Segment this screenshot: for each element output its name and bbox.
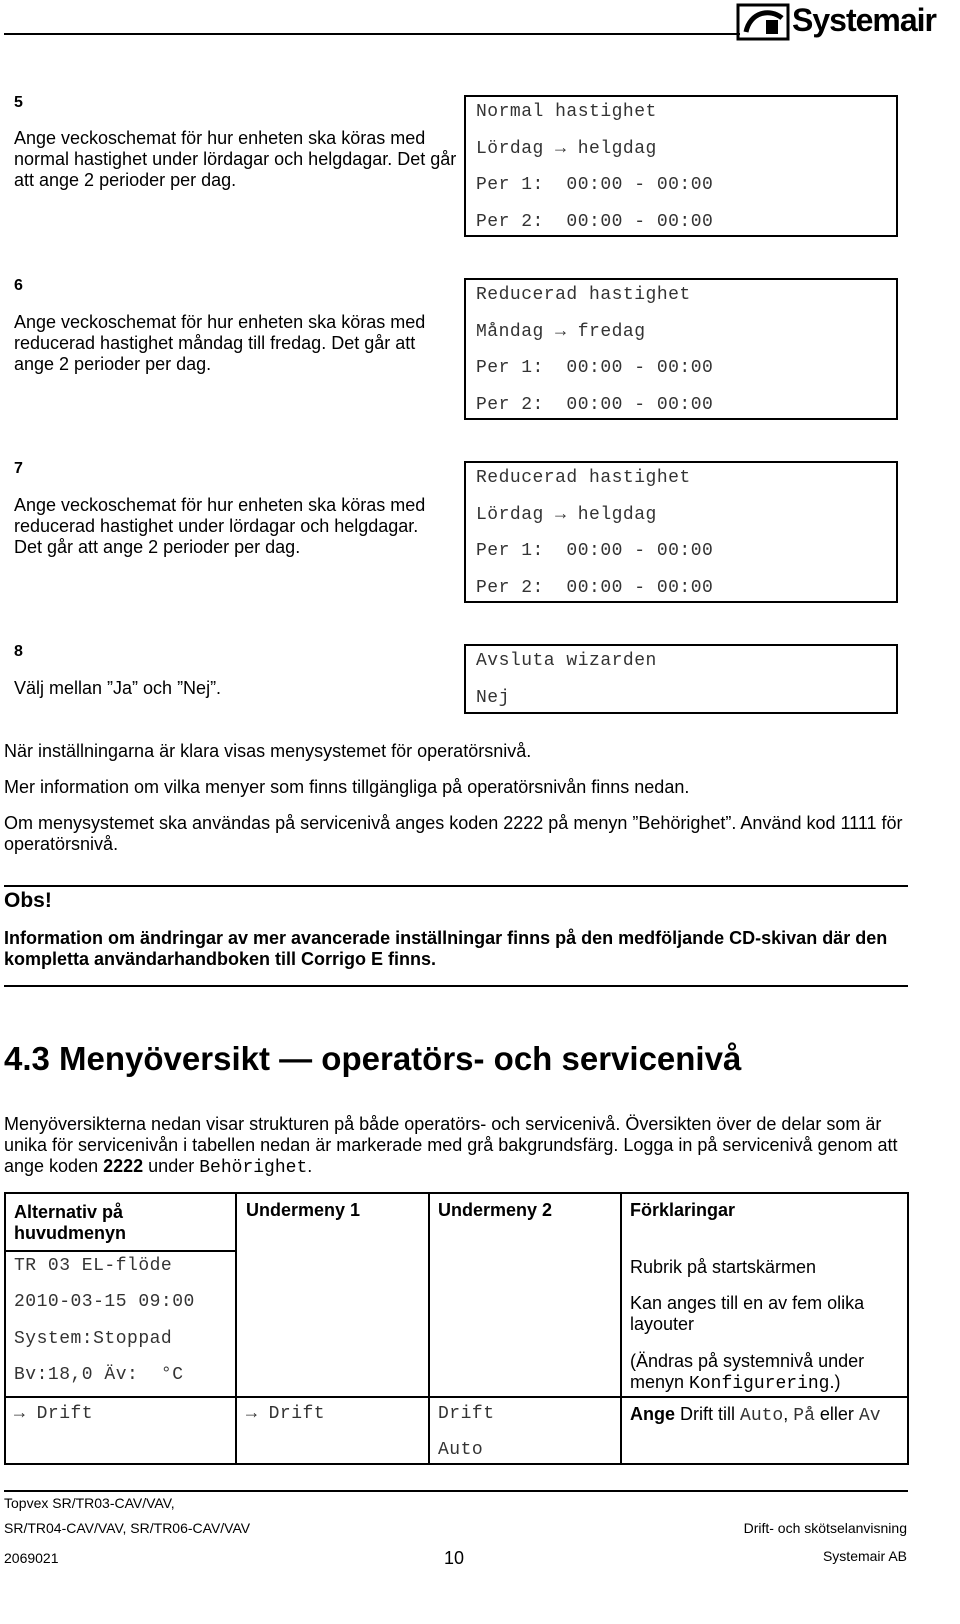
footer-rule: [4, 1490, 908, 1492]
table-col-divider: [428, 1194, 430, 1396]
step-number: 5: [14, 94, 23, 111]
explanation-code: Av: [858, 1406, 881, 1426]
notice-title: Obs!: [4, 889, 52, 912]
step-description: Ange veckoschemat för hur enheten ska köras med normal hastighet under lördagar och helgdagar. Det går att ange 2 perioder per dag.: [14, 128, 457, 190]
footer-company: Systemair AB: [822, 1548, 907, 1564]
table-header: Undermeny 2: [438, 1200, 553, 1220]
display-line: Reducerad hastighet: [476, 285, 691, 305]
display-line: Per 2: 00:00 - 00:00: [476, 395, 714, 415]
screen-line: System:Stoppad: [14, 1329, 173, 1349]
explanation-text: Drift till: [680, 1404, 736, 1424]
display-box: [464, 95, 898, 237]
explanation-code: Konfigurering: [689, 1374, 830, 1394]
explanation-bold: Ange: [630, 1404, 675, 1424]
display-line: Reducerad hastighet: [476, 468, 691, 488]
table-col-divider: [620, 1194, 622, 1465]
explanation: Kan anges till en av fem olika layouter: [630, 1293, 865, 1334]
footer-doc-number: 2069021: [4, 1550, 59, 1566]
table-col-divider: [235, 1398, 237, 1465]
screen-line: TR 03 EL-flöde: [14, 1256, 173, 1276]
table-header: Undermeny 1: [246, 1200, 361, 1220]
paragraph: Om menysystemet ska användas på servicenivå anges koden 2222 på menyn ”Behörighet”. Använd kod 1111 för operatörsnivå.: [4, 813, 903, 854]
display-line: Per 1: 00:00 - 00:00: [476, 358, 714, 378]
footer-doc-title: Drift- och skötselanvisning: [743, 1520, 907, 1536]
brand-name: Systemair: [792, 2, 936, 38]
display-line: Per 1: 00:00 - 00:00: [476, 541, 714, 561]
table-header: Alternativ på huvudmenyn: [14, 1202, 127, 1243]
display-box: [464, 461, 898, 603]
display-line: Per 2: 00:00 - 00:00: [476, 578, 714, 598]
section-title: 4.3 Menyöversikt — operatörs- och servicenivå: [4, 1040, 742, 1077]
submenu2-item: Auto: [438, 1440, 484, 1460]
explanation-text: .): [829, 1372, 841, 1392]
intro-text: Menyöversikterna nedan visar strukturen på både operatörs- och servicenivå. Översikten över de delar som är unika för servicenivån i tabellen nedan är markerade med grå bakgrundsfärg. Logga in på servicenivå genom att ange koden: [4, 1114, 898, 1176]
display-line: Per 2: 00:00 - 00:00: [476, 212, 714, 232]
explanation: [630, 1404, 900, 1427]
submenu-item: → Drift: [246, 1404, 326, 1424]
footer-model-line: Topvex SR/TR03-CAV/VAV,: [4, 1495, 175, 1511]
step-number: 7: [14, 460, 23, 477]
table-col-divider: [428, 1398, 430, 1465]
table-header: Förklaringar: [630, 1200, 736, 1220]
table-col-divider: [235, 1194, 237, 1396]
explanation: [630, 1351, 900, 1395]
page-number: 10: [444, 1548, 465, 1568]
step-description: Ange veckoschemat för hur enheten ska köras med reducerad hastighet måndag till fredag. Det går att ange 2 perioder per dag.: [14, 312, 426, 374]
brand-logo: [736, 2, 936, 42]
screen-line: 2010-03-15 09:00: [14, 1292, 195, 1312]
header-rule: [4, 33, 740, 35]
notice-top-rule: [4, 885, 908, 887]
explanation-code: På: [793, 1406, 815, 1426]
display-line: Per 1: 00:00 - 00:00: [476, 175, 714, 195]
display-line: Avsluta wizarden: [476, 651, 657, 671]
menu-item: → Drift: [14, 1404, 94, 1424]
step-description: Välj mellan ”Ja” och ”Nej”.: [14, 678, 222, 698]
explanation-text: (Ändras på systemnivå under menyn: [630, 1351, 865, 1392]
explanation-code: Auto: [740, 1406, 784, 1426]
intro-code: 2222: [103, 1156, 144, 1176]
table-header-divider: [6, 1250, 235, 1252]
menu-table: [4, 1192, 909, 1465]
paragraph: När inställningarna är klara visas menysystemet för operatörsnivå.: [4, 741, 532, 761]
intro-menu: Behörighet: [199, 1158, 308, 1178]
step-number: 6: [14, 277, 23, 294]
explanation-text: ,: [783, 1404, 789, 1424]
footer-model-line: SR/TR04-CAV/VAV, SR/TR06-CAV/VAV: [4, 1520, 251, 1536]
table-row-divider: [6, 1396, 907, 1398]
intro-end: .: [307, 1156, 313, 1176]
notice-bottom-rule: [4, 985, 908, 987]
display-line: Normal hastighet: [476, 102, 657, 122]
notice-text: Information om ändringar av mer avancerade inställningar finns på den medföljande CD-skivan där den kompletta användarhandboken till Corrigo E finns.: [4, 928, 888, 969]
step-description: Ange veckoschemat för hur enheten ska köras med reducerad hastighet under lördagar och helgdagar. Det går att ange 2 perioder per dag.: [14, 495, 426, 557]
intro-under: under: [148, 1156, 195, 1176]
display-line: Måndag → fredag: [476, 322, 646, 342]
step-number: 8: [14, 643, 23, 660]
section-intro: [4, 1114, 904, 1179]
explanation-text: eller: [819, 1404, 854, 1424]
submenu2-item: Drift: [438, 1404, 495, 1424]
paragraph: Mer information om vilka menyer som finns tillgängliga på operatörsnivån finns nedan.: [4, 777, 690, 797]
screen-line: Bv:18,0 Äv: °C: [14, 1365, 184, 1385]
display-line: Lördag → helgdag: [476, 505, 657, 525]
display-box: [464, 644, 898, 714]
display-line: Nej: [476, 688, 510, 708]
systemair-logo-icon: [736, 2, 794, 42]
display-box: [464, 278, 898, 420]
display-line: Lördag → helgdag: [476, 139, 657, 159]
explanation: Rubrik på startskärmen: [630, 1257, 817, 1277]
